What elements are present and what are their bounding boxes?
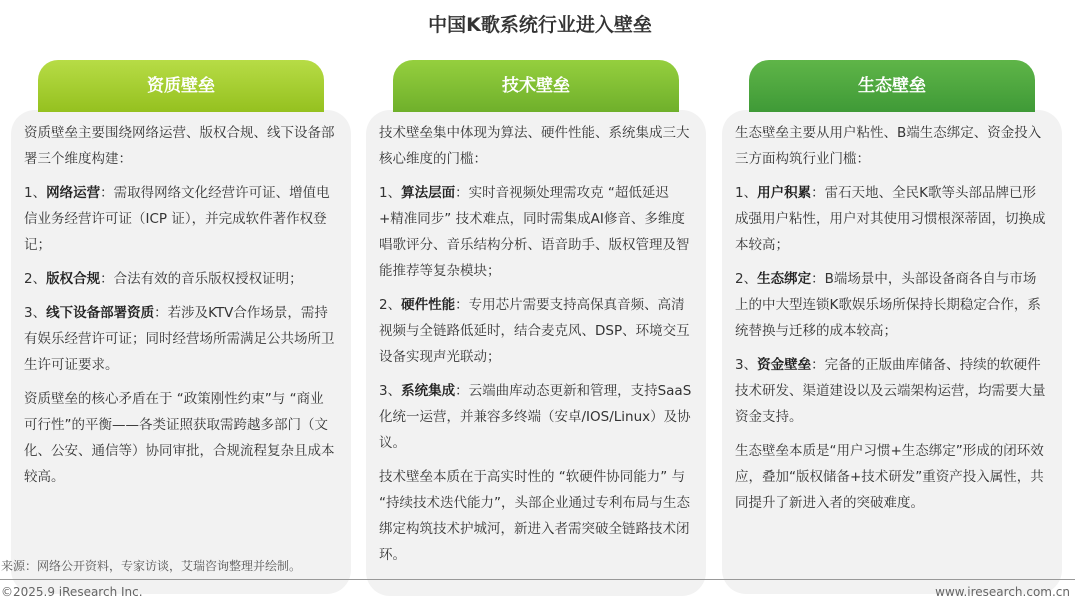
footer-divider [0,579,1075,580]
item-label: 系统集成 [401,383,456,399]
copyright: ©2025.9 iResearch Inc. [1,585,143,599]
column-ecosystem-barrier [722,60,1062,511]
item-number: 3、 [735,357,758,373]
item-label: 版权合规 [46,271,101,287]
column-summary: 资质壁垒的核心矛盾在于 “政策刚性约束”与 “商业可行性”的平衡——各类证照获取需跨越多部门（文化、公安、通信等）协同审批，合规流程复杂且成本较高。 [24,391,335,485]
item-number: 3、 [24,305,47,321]
item-number: 2、 [735,271,758,287]
item-text: ：合法有效的音乐版权授权证明； [100,271,303,287]
source-note: 来源：网络公开资料，专家访谈，艾瑞咨询整理并绘制。 [1,559,302,573]
item-text: ：实时音视频处理需攻克 “超低延迟+精准同步” 技术难点，同时需集成AI修音、多维度唱歌评分、音乐结构分析、语音助手、版权管理及智能推荐等复杂模块； [379,185,690,279]
item-number: 2、 [379,297,402,313]
item-text: ：专用芯片需要支持高保真音频、高清视频与全链路低延时，结合麦克风、DSP、环境交互设备实现声光联动； [379,297,690,365]
list-item [379,180,692,284]
item-text: ：B端场景中，头部设备商各自与市场上的中大型连锁K歌娱乐场所保持长期稳定合作，系统替换与迁移的成本较高； [735,271,1041,339]
item-label: 算法层面 [401,185,456,201]
item-label: 硬件性能 [401,297,456,313]
item-text: ：需取得网络文化经营许可证、增值电信业务经营许可证（ICP 证），并完成软件著作权登记； [24,185,330,253]
item-label: 线下设备部署资质 [46,305,155,321]
column-summary: 生态壁垒本质是“用户习惯+生态绑定”形成的闭环效应，叠加“版权储备+技术研发”重资产投入属性，共同提升了新进入者的突破难度。 [735,443,1044,511]
item-label: 资金壁垒 [757,357,812,373]
item-label: 生态绑定 [757,271,812,287]
column-content-box [11,110,351,594]
website-url: www.iresearch.com.cn [935,585,1070,599]
list-item [735,266,1048,344]
column-header: 生态壁垒 [749,60,1035,112]
column-header: 技术壁垒 [393,60,679,112]
item-number: 3、 [379,383,402,399]
item-text: ：雷石天地、全民K歌等头部品牌已形成强用户粘性，用户对其使用习惯根深蒂固，切换成本较高； [735,185,1046,253]
item-label: 网络运营 [46,185,101,201]
item-text: ：若涉及KTV合作场景，需持有娱乐经营许可证；同时经营场所需满足公共场所卫生许可证要求。 [24,305,335,373]
column-qualification-barrier [11,60,351,485]
item-number: 2、 [24,271,47,287]
column-summary: 技术壁垒本质在于高实时性的 “软硬件协同能力” 与 “持续技术迭代能力”，头部企业通过专利布局与生态绑定构筑技术护城河，新进入者需突破全链路技术闭环。 [379,469,690,563]
page-title: 中国K歌系统行业进入壁垒 [428,14,652,36]
list-item [379,292,692,370]
item-number: 1、 [735,185,758,201]
list-item [24,300,337,378]
item-text: ：完备的正版曲库储备、持续的软硬件技术研发、渠道建设以及云端架构运营，均需要大量资金支持。 [735,357,1046,425]
list-item [735,352,1048,430]
list-item [24,266,337,292]
item-number: 1、 [24,185,47,201]
column-content-box [722,110,1062,594]
column-technology-barrier [366,60,706,563]
column-intro: 技术壁垒集中体现为算法、硬件性能、系统集成三大核心维度的门槛： [379,125,690,167]
item-number: 1、 [379,185,402,201]
column-header: 资质壁垒 [38,60,324,112]
column-intro: 生态壁垒主要从用户粘性、B端生态绑定、资金投入三方面构筑行业门槛： [735,125,1042,167]
list-item [735,180,1048,258]
column-content-box [366,110,706,596]
item-label: 用户积累 [757,185,812,201]
list-item [379,378,692,456]
list-item [24,180,337,258]
item-text: ：云端曲库动态更新和管理，支持SaaS化统一运营，并兼容多终端（安卓/IOS/Linux）及协议。 [379,383,692,451]
column-intro: 资质壁垒主要围绕网络运营、版权合规、线下设备部署三个维度构建： [24,125,335,167]
